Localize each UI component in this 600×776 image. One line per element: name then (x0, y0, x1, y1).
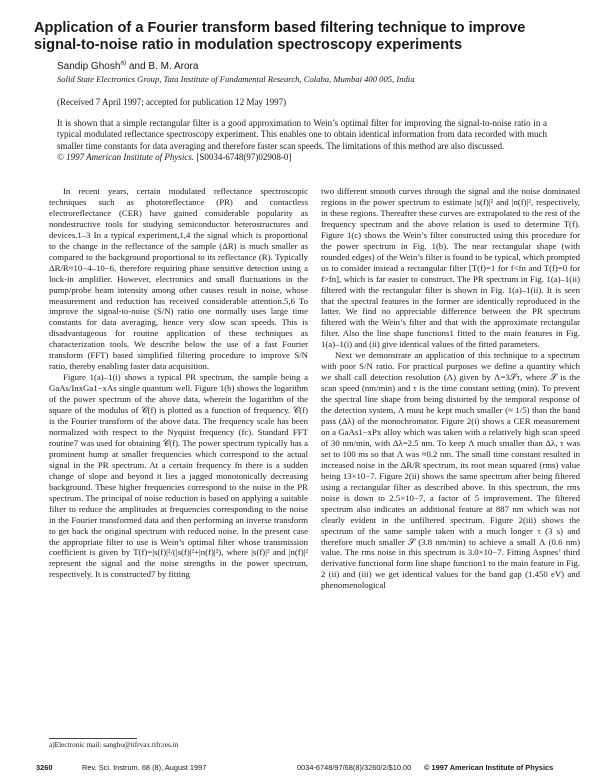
paragraph: In recent years, certain modulated reflectance spectroscopic techniques such as photoreflectance (PR) and contactless electroreflectance (CER) have gained considerable popularity as nondestructive tools for studying semiconductor heterostructures and devices.1–3 In a typical experiment,1,4 the signal which is proportional to the change in the reflectance of the sample (ΔR) is much smaller as compared to the background proportional to its reflectance (R). Typically ΔR/R≈10−4–10−6, therefore requiring phase sensitive detection using a lock-in amplifier. However, electronics and small fluctuations in the pump/probe beam intensity among other causes result in noise, whose measurement and reduction has received considerable attention.5,6 To improve the signal-to-noise (S/N) ratio one normally uses large time constants for data averaging, hence very slow scan speeds. This is disadvantageous for routine application of these techniques as characterization tools. We describe below the use of a fast Fourier transform (FFT) based simplified filtering procedure to improve S/N ratio, thereby enabling faster data acquisition. (49, 186, 308, 372)
affiliation: Solid State Electronics Group, Tata Institute of Fundamental Research, Colaba, Mumbai 400 005, India (57, 74, 415, 84)
paragraph: Next we demonstrate an application of this technique to a spectrum with poor S/N ratio. For practical purposes we define a quantity which we shall call detection resolution (Λ) given by Λ=3𝒮τ, where 𝒮 is the scan speed (nm/min) and τ is the time constant setting (min). To prevent the spectral line shape from being distorted by the temporal response of the detection system, Λ must be kept much smaller (≈ 1/5) than the band pass (Δλ) of the monochromator. Figure 2(i) shows a CER measurement on a GaAs1−xPx alloy which was taken with a relatively high scan speed of 30 nm/min, with Δλ=2.5 nm. To keep Λ much smaller than Δλ, τ was set to 100 ms so that Λ was ≈0.2 nm. The small time constant resulted in increased noise in the ΔR/R spectrum, its root mean squared (rms) value being 13×10−7. Figure 2(ii) shows the same spectrum after being filtered using a rectangular filter as described above. In this spectrum, the rms noise is down to 2.5×10−7, a factor of 5 improvement. The filtered spectrum also indicates an additional feature at 887 nm which was not clearly evident in the unfiltered spectrum. Figure 2(iii) shows the spectrum of the same sample taken with a much longer τ (3 s) and therefore much smaller 𝒮 (3.8 nm/min) to achieve a small Λ (0.6 nm) value. The rms noise in this spectrum is 3.0×10−7. Fitting Aspnes’ third derivative functional form line shape function1 to the main feature in Fig. 2 (ii) and (iii) we get identical values for the band gap (1.450 eV) and phenomenological (321, 350, 580, 591)
publication-code: 0034-6748/97/68(8)/3260/2/$10.00 (297, 763, 412, 772)
page-number: 3260 (36, 763, 53, 772)
paragraph: two different smooth curves through the signal and the noise dominated regions in the power spectrum to estimate |s(f)|² and |n(f)|², respectively, in these regions. Thereafter these curves are extrapolated to the rest of the frequency spectrum and the above relation is used to determine T(f). Figure 1(c) shows the Wein’s filter constructed using this procedure for the power spectrum in Fig. 1(b). The near rectangular shape (with rounded edges) of the Wein’s filter is found to be typical, which prompted us to consider instead a rectangular filter [T(f)=1 for f<fn and T(f)=0 for f>fn], which is far easier to construct. The PR spectrum in Fig. 1(a)–1(ii) filtered with the rectangular filter is shown in Fig. 1(a)–1(ii). It is seen that the spectral features in the former are identically reproduced in the latter. We find no appreciable difference between the PR spectrum filtered with the Wein’s filter and that with the approximate rectangular filter. Also the line shape functions1 fitted to the main features in Fig. 1(a)–1(i) and (ii) give identical values of the fitted parameters. (321, 186, 580, 350)
received-date: (Received 7 April 1997; accepted for publication 12 May 1997) (57, 97, 287, 107)
footnote-divider (49, 738, 137, 739)
abstract-text: It is shown that a simple rectangular filter is a good approximation to Wein’s optimal filter for improving the signal-to-noise ratio in a typical modulated reflectance spectroscopy experiment. This enables one to obtain identical information from data recorded with much smaller time constants for data averaging and therefore faster scan speeds. The limitations of this method are also discussed. (57, 118, 547, 151)
article-code: [S0034-6748(97)02908-0] (196, 151, 292, 162)
abstract (57, 118, 547, 163)
paragraph: Figure 1(a)–1(i) shows a typical PR spectrum, the sample being a GaAs/InxGa1−xAs single quantum well. Figure 1(b) shows the logarithm of the power spectrum of the above data, wherein the logarithm of the square of the modulus of 𝒞(f) is plotted as a function of frequency. 𝒞(f) is the Fourier transform of the above data. The frequency scale has been normalized with respect to the Nyquist frequency (fc). Standard FFT routine7 was used for obtaining 𝒞(f). The power spectrum typically has a prominent hump at smaller frequencies which correspond to the actual signal in the PR spectrum. At a certain frequency fn there is a sudden change of slope and beyond it lies a jagged monotonically decreasing background. These higher frequencies correspond to the noise in the PR spectrum. The principal of noise reduction is based on applying a suitable filter to reduce the amplitudes at frequencies corresponding to the noise in the Fourier transformed data and then performing an inverse transform to get back the original spectrum with reduced noise. In the present case the appropriate filter to use is Wein’s optimal filter whose transmission coefficient is given by T(f)=|s(f)|²/(|s(f)|²+|n(f)|²), where |s(f)|² and |n(f)|² represent the signal and the noise strengths in the power spectrum, respectively. It is constructed7 by fitting (49, 372, 308, 580)
author-secondary: and B. M. Arora (126, 61, 199, 72)
journal-citation: Rev. Sci. Instrum. 68 (8), August 1997 (82, 763, 207, 772)
footer-copyright: © 1997 American Institute of Physics (424, 763, 554, 772)
author-footnote-marker: a) (120, 59, 127, 67)
author-primary: Sandip Ghosh (57, 61, 121, 72)
footnote: a)Electronic mail: sangho@tifrvax.tifr.res.in (49, 740, 179, 749)
author-line (57, 61, 198, 72)
copyright-note: © 1997 American Institute of Physics. (57, 151, 195, 162)
left-column (49, 186, 308, 580)
article-title: Application of a Fourier transform based filtering technique to improve signal-to-noise ratio in modulation spectroscopy experiments (34, 20, 526, 53)
right-column (321, 186, 580, 591)
